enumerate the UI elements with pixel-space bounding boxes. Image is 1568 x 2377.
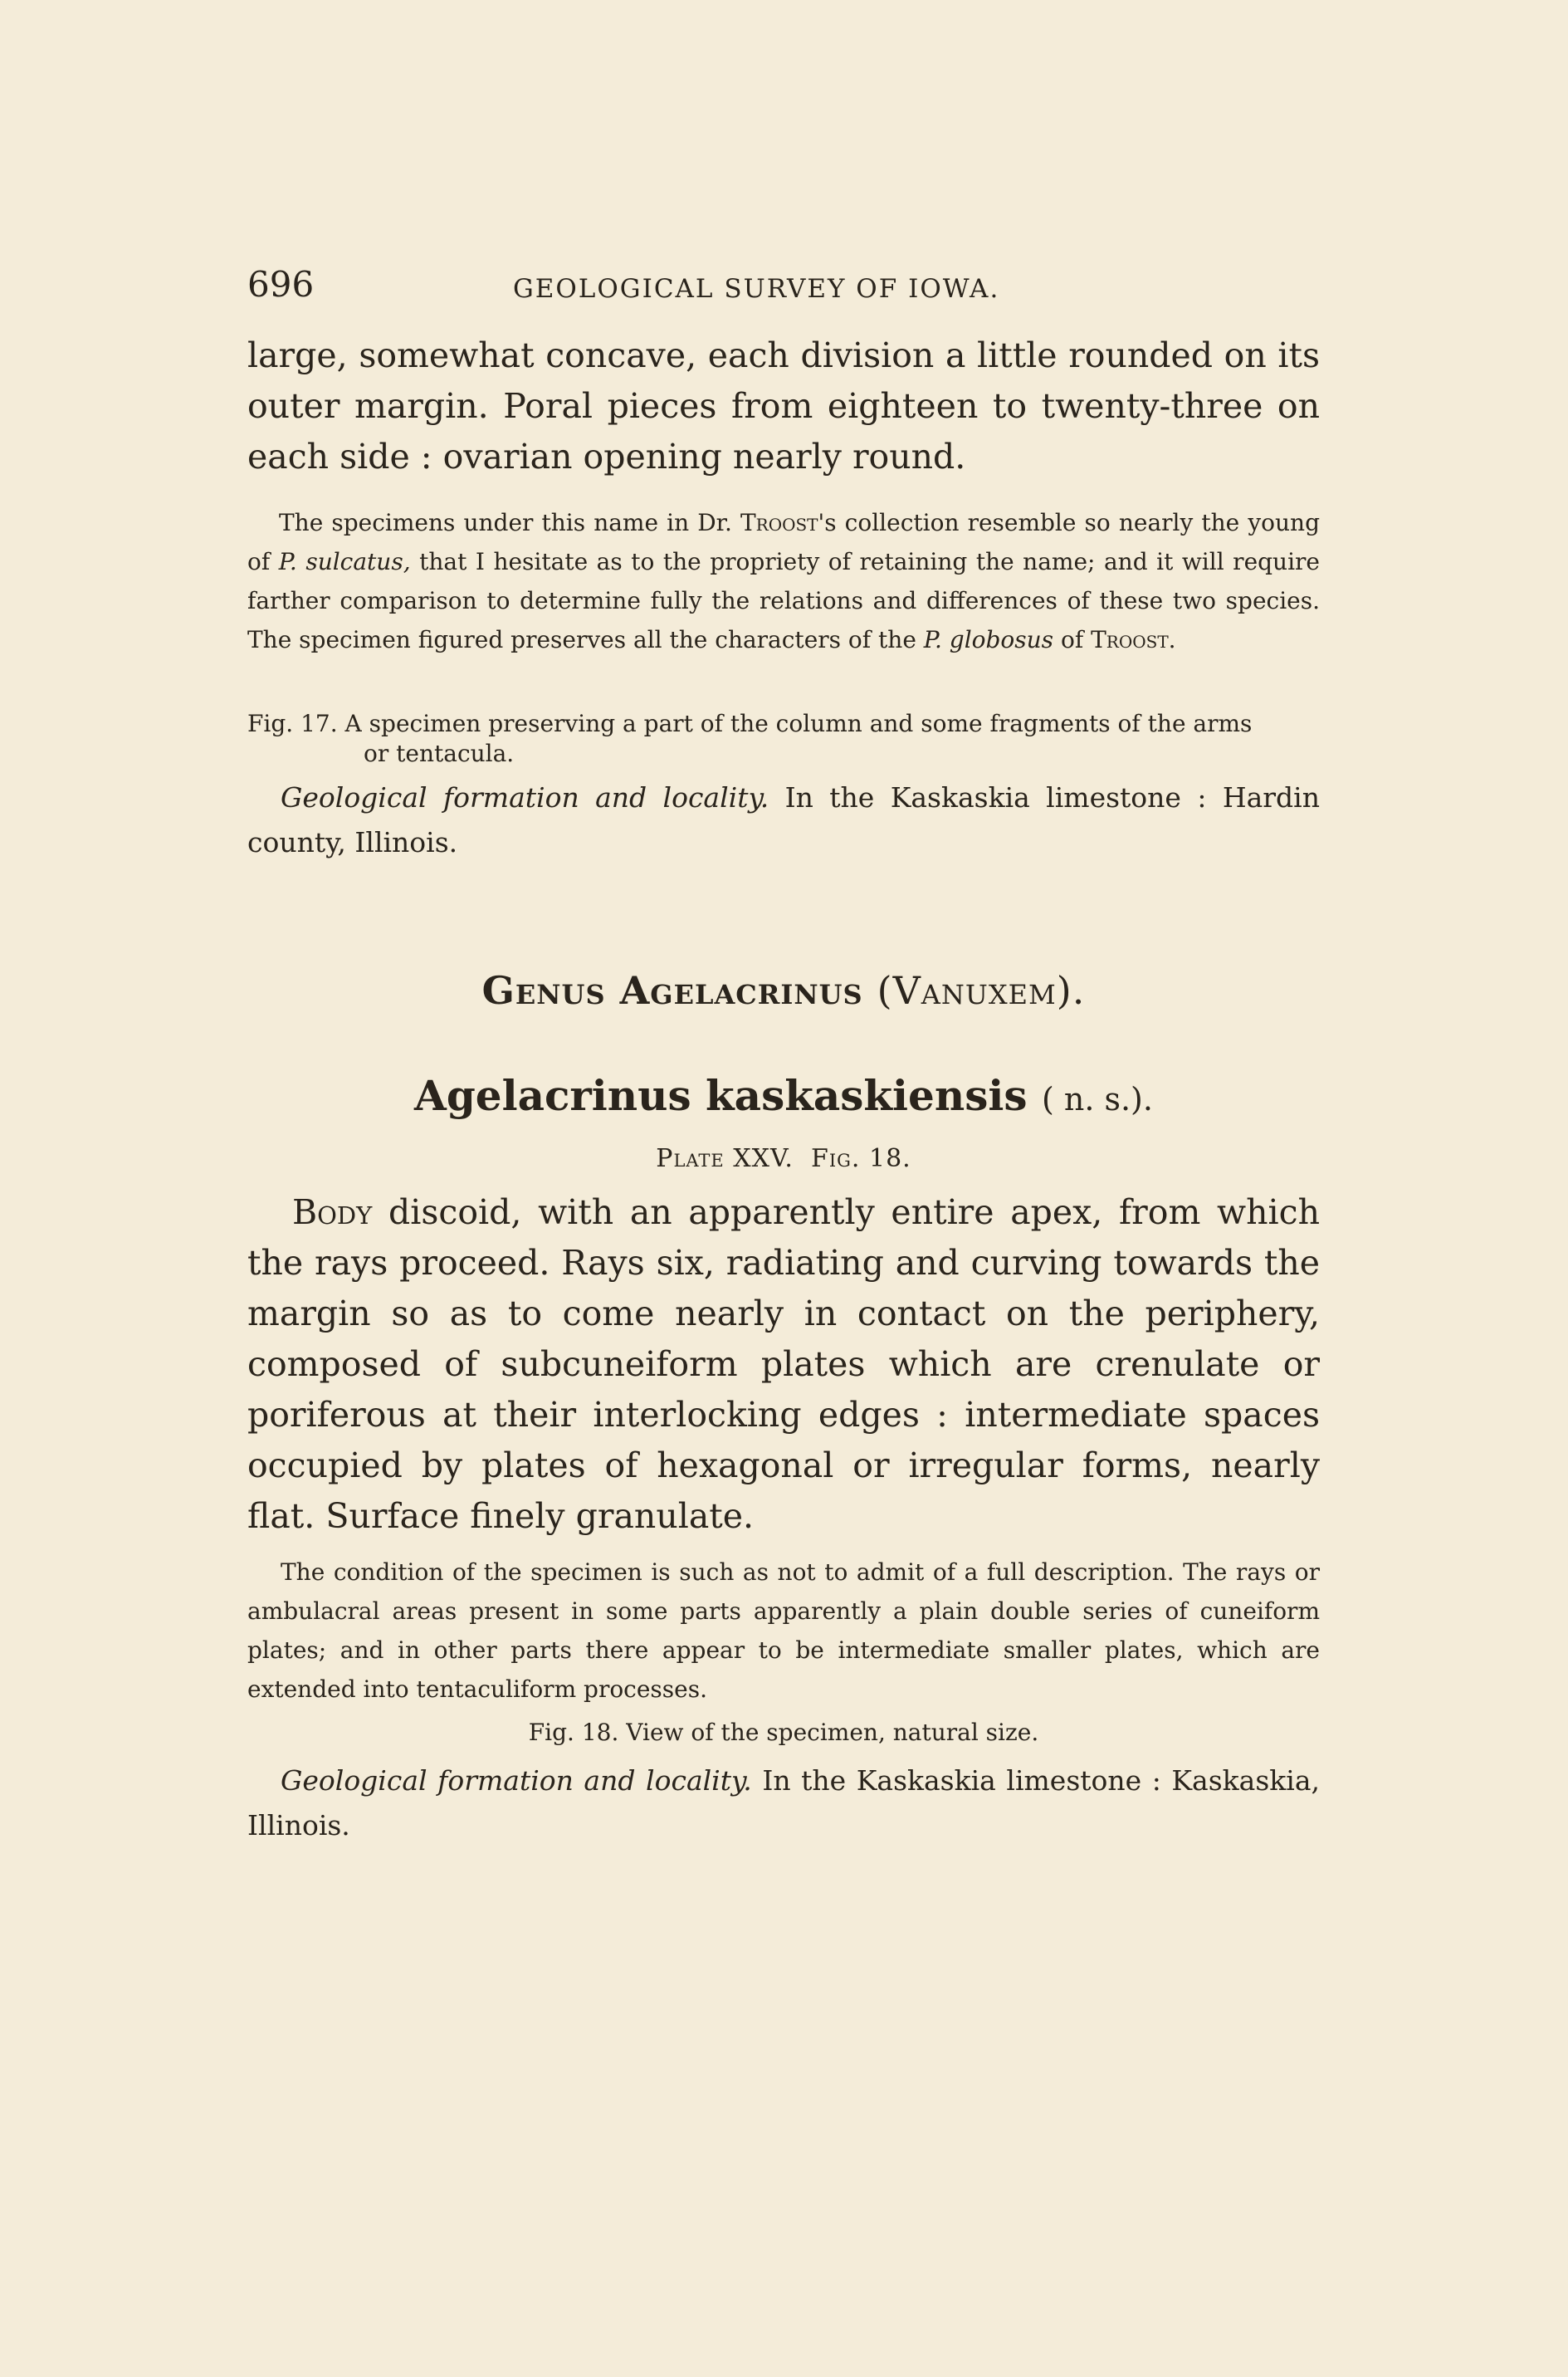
figure-label: Fig. 17. <box>247 710 338 737</box>
species-description: Body discoid, with an apparently entire apex, from which the rays proceed. Rays six, radiating and curving towards the margin so as to come nearly in contact on the periphery, composed of subcuneiform plates which are crenulate or poriferous at their interlocking edges : intermediate spaces occupied by plates of hexagonal or irregular forms, nearly flat. Surface finely granulate. <box>247 1192 1320 1536</box>
page-header <box>247 264 1320 314</box>
author-troost: Troost. <box>1091 626 1176 653</box>
species-name: P. sulcatus, <box>278 548 411 575</box>
species-heading: Agelacrinus kaskaskiensis ( n. s.). <box>414 1071 1153 1120</box>
geo-label: Geological formation and locality. <box>281 781 769 814</box>
author-troost: Troost <box>740 509 818 536</box>
species-name: P. globosus <box>923 626 1054 653</box>
running-title: GEOLOGICAL SURVEY OF IOWA. <box>513 274 1000 304</box>
geological-formation: Geological formation and locality. In the Kaskaskia limestone : Hardin county, Illinois. <box>247 781 1320 858</box>
geological-formation-2: Geological formation and locality. In the Kaskaskia limestone : Kaskaskia, Illinois. <box>247 1764 1320 1841</box>
page-number: 696 <box>247 264 315 305</box>
plate-reference: Plate XXV. Fig. 18. <box>656 1144 911 1173</box>
geo-label: Geological formation and locality. <box>281 1764 752 1797</box>
species-remarks: The condition of the specimen is such as not to admit of a full description. The rays or ambulacral areas present in some parts apparently a plain double series of cuneiform plates; and in other parts there appear to be intermediate smaller plates, which are extended into tentaculiform processes. <box>247 1558 1320 1703</box>
species-name: Agelacrinus kaskaskiensis <box>414 1071 1028 1120</box>
figure-caption-18: Fig. 18. View of the specimen, natural size. <box>528 1719 1039 1746</box>
figure-caption: Fig. 17. A specimen preserving a part of the column and some fragments of the arms or tentacula. <box>247 710 1253 767</box>
genus-author: Vanuxem <box>892 968 1057 1013</box>
genus-heading: Genus Agelacrinus (Vanuxem). <box>481 968 1086 1013</box>
remarks-paragraph: The specimens under this name in Dr. Troost's collection resemble so nearly the young of P. sulcatus, that I hesitate as to the propriety of retaining the name; and it will require farther comparison to determine fully the relations and differences of these two species. The specimen figured preserves all the characters of the P. globosus of Troost. <box>247 509 1321 653</box>
description-continued: large, somewhat concave, each division a little rounded on its outer margin. Poral pieces from eighteen to twenty-three on each side : ovarian opening nearly round. <box>247 335 1320 477</box>
